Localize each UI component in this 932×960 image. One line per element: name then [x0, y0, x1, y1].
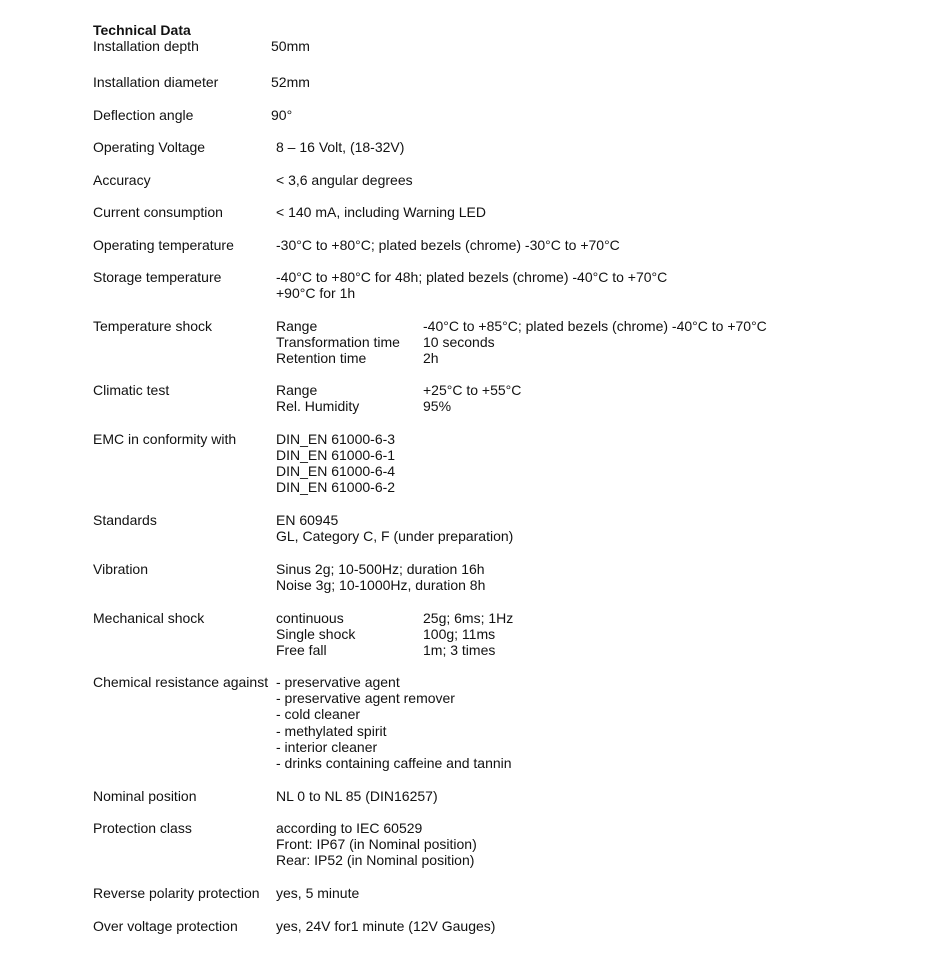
spec-sub-key: Single shock — [276, 626, 356, 642]
spec-value: -30°C to +80°C; plated bezels (chrome) -30°C to +70°C — [276, 237, 620, 253]
spec-label: Over voltage protection — [93, 918, 238, 934]
spec-value: 50mm — [271, 38, 310, 54]
spec-sub-key: Transformation time — [276, 334, 400, 350]
spec-value: < 3,6 angular degrees — [276, 172, 413, 188]
page-title: Technical Data — [93, 22, 191, 38]
spec-value-line: DIN_EN 61000-6-1 — [276, 447, 396, 463]
spec-sub-value: 100g; 11ms — [423, 626, 496, 642]
spec-value-line: DIN_EN 61000-6-2 — [276, 479, 396, 495]
spec-label: Deflection angle — [93, 107, 194, 123]
spec-value-line: -40°C to +80°C for 48h; plated bezels (chrome) -40°C to +70°C — [276, 269, 668, 285]
spec-value: yes, 24V for1 minute (12V Gauges) — [276, 918, 496, 934]
spec-sub-value: +25°C to +55°C — [423, 382, 522, 398]
spec-label: Storage temperature — [93, 269, 222, 285]
spec-label: Climatic test — [93, 382, 170, 398]
spec-sub-key: continuous — [276, 610, 344, 626]
spec-value: yes, 5 minute — [276, 885, 360, 901]
spec-value: 90° — [271, 107, 293, 123]
spec-value-line: according to IEC 60529 — [276, 820, 423, 836]
spec-label: Current consumption — [93, 204, 223, 220]
spec-value-line: Front: IP67 (in Nominal position) — [276, 836, 477, 852]
spec-label: Standards — [93, 512, 157, 528]
spec-value-line: Rear: IP52 (in Nominal position) — [276, 852, 475, 868]
spec-sub-value: 1m; 3 times — [423, 642, 496, 658]
spec-value-line: - preservative agent remover — [276, 690, 455, 706]
spec-value-line: DIN_EN 61000-6-4 — [276, 463, 396, 479]
spec-sub-key: Free fall — [276, 642, 327, 658]
spec-value: NL 0 to NL 85 (DIN16257) — [276, 788, 438, 804]
spec-sub-key: Retention time — [276, 350, 367, 366]
spec-value: 8 – 16 Volt, (18-32V) — [276, 139, 405, 155]
spec-label: Nominal position — [93, 788, 197, 804]
spec-label: Operating Voltage — [93, 139, 206, 155]
spec-value-line: GL, Category C, F (under preparation) — [276, 528, 514, 544]
spec-label: Operating temperature — [93, 237, 234, 253]
spec-label: Reverse polarity protection — [93, 885, 260, 901]
spec-sub-key: Range — [276, 318, 318, 334]
spec-sub-value: 25g; 6ms; 1Hz — [423, 610, 514, 626]
spec-label: Installation diameter — [93, 74, 219, 90]
spec-sub-value: 95% — [423, 398, 452, 414]
spec-sub-key: Range — [276, 382, 318, 398]
spec-value-line: Noise 3g; 10-1000Hz, duration 8h — [276, 577, 486, 593]
spec-label: Accuracy — [93, 172, 151, 188]
spec-value-line: - preservative agent — [276, 674, 400, 690]
spec-label: Protection class — [93, 820, 192, 836]
spec-label: Mechanical shock — [93, 610, 205, 626]
spec-value-line: EN 60945 — [276, 512, 339, 528]
spec-label: Installation depth — [93, 38, 199, 54]
spec-value: 52mm — [271, 74, 310, 90]
spec-value-line: +90°C for 1h — [276, 285, 356, 301]
spec-label: Chemical resistance against — [93, 674, 269, 690]
spec-value: < 140 mA, including Warning LED — [276, 204, 486, 220]
spec-value-line: - interior cleaner — [276, 739, 378, 755]
spec-sub-key: Rel. Humidity — [276, 398, 360, 414]
spec-value-line: - drinks containing caffeine and tannin — [276, 755, 512, 771]
spec-value-line: - methylated spirit — [276, 723, 387, 739]
spec-sub-value: 2h — [423, 350, 439, 366]
spec-sub-value: -40°C to +85°C; plated bezels (chrome) -40°C to +70°C — [423, 318, 767, 334]
spec-label: Vibration — [93, 561, 149, 577]
spec-value-line: - cold cleaner — [276, 706, 361, 722]
spec-label: Temperature shock — [93, 318, 213, 334]
spec-sub-value: 10 seconds — [423, 334, 495, 350]
spec-label: EMC in conformity with — [93, 431, 237, 447]
spec-value-line: DIN_EN 61000-6-3 — [276, 431, 396, 447]
spec-value-line: Sinus 2g; 10-500Hz; duration 16h — [276, 561, 485, 577]
